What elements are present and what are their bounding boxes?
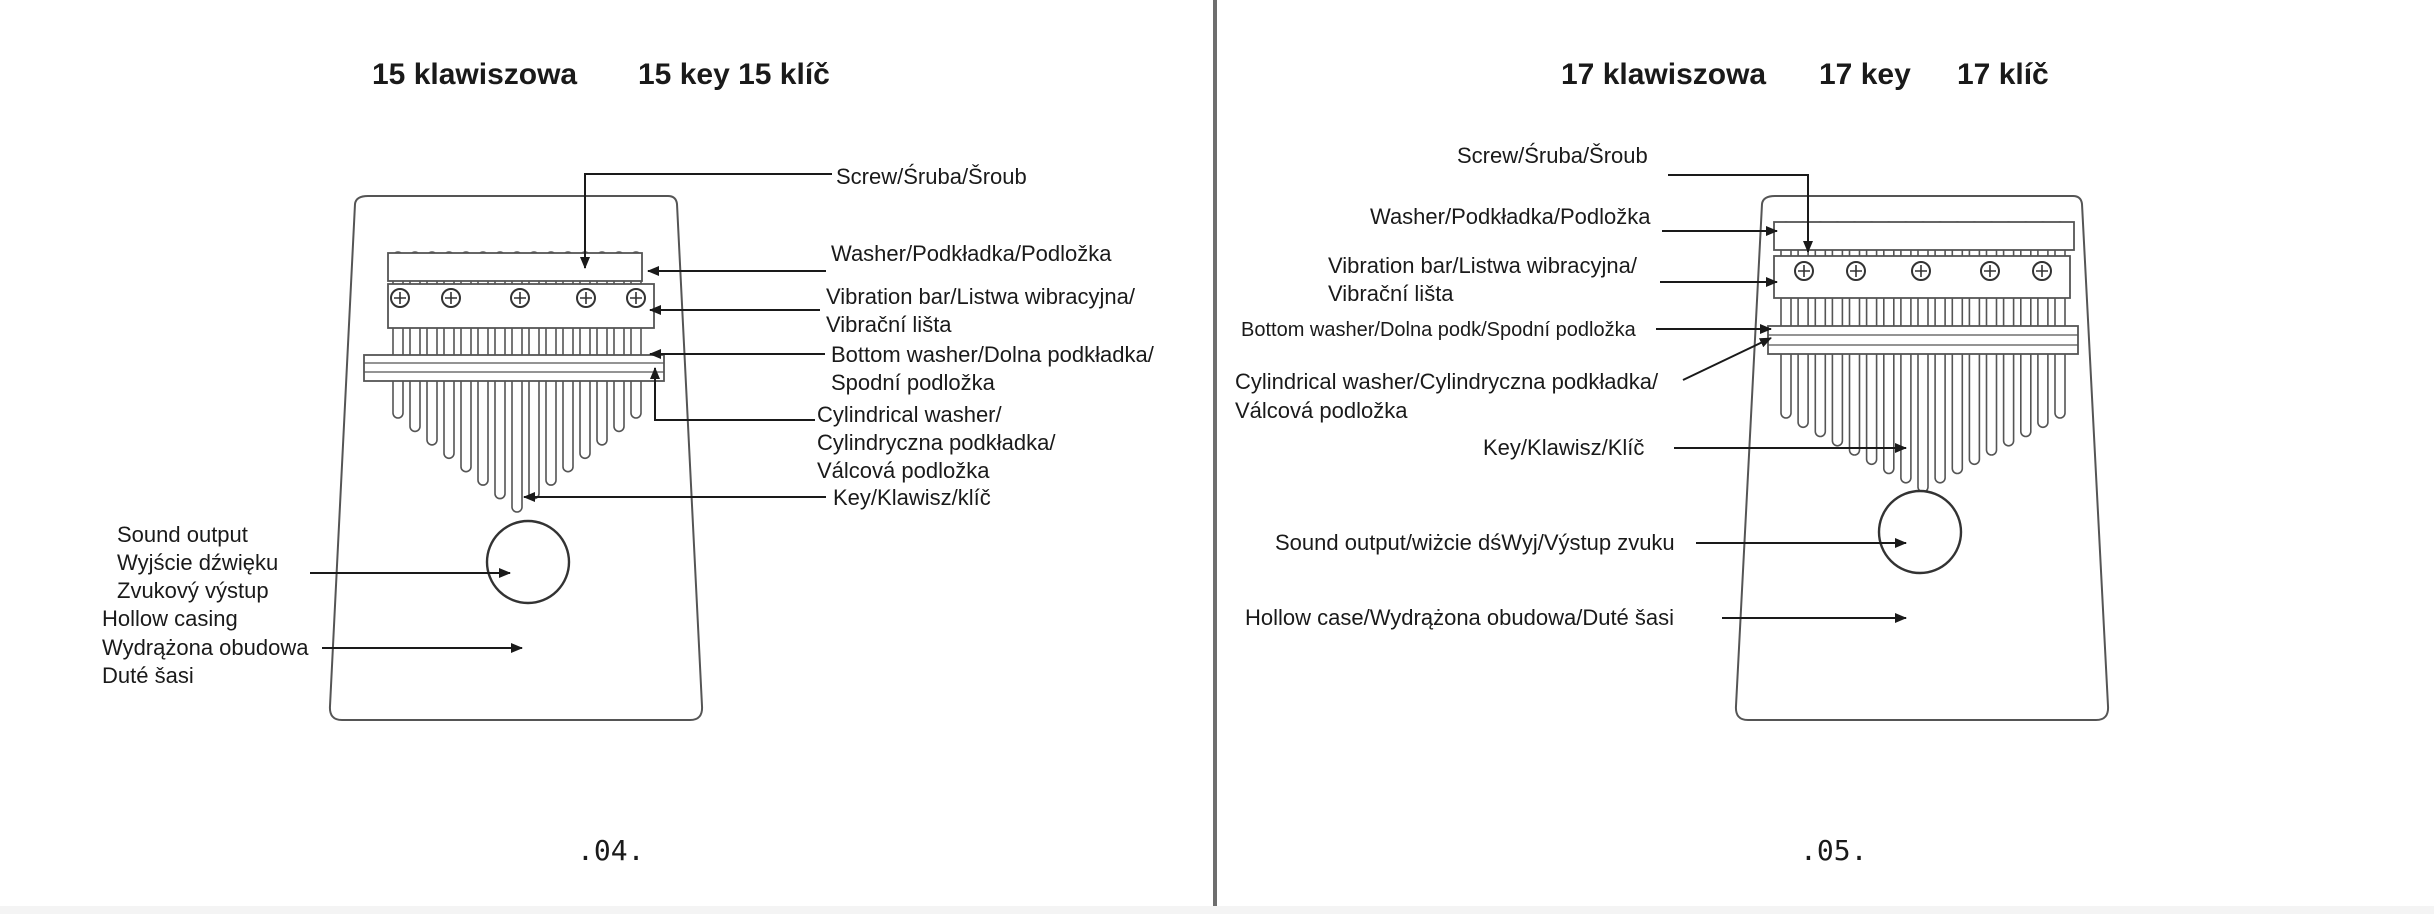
kalimba-key [1798,222,1808,427]
washer [1774,222,2074,250]
label-key: Key/Klawisz/klíč [833,485,991,510]
page-number-left: .04. [577,834,645,867]
label-hollow-3: Duté šasi [102,663,194,688]
label-hollow: Hollow case/Wydrążona obudowa/Duté šasi [1245,605,1675,630]
title-keys-pl: 15 klawiszowa [372,58,578,91]
label-washer: Washer/Podkładka/Podložka [831,241,1112,266]
page-bottom-edge [0,906,2434,914]
label-hollow-2: Wydrążona obudowa [102,635,309,660]
page-left [0,0,1214,914]
label-bottom-washer-2: Spodní podložka [831,370,995,395]
label-bottom-washer-1: Bottom washer/Dolna podkładka/ [831,342,1154,367]
label-cylindrical-3: Válcová podložka [817,458,990,483]
label-washer: Washer/Podkładka/Podložka [1370,204,1651,229]
label-screw: Screw/Śruba/Šroub [1457,143,1648,168]
label-sound: Sound output/wiżcie dśWyj/Výstup zvuku [1275,530,1675,555]
title-keys-cz: 17 klíč [1957,58,2049,91]
page-number-right: .05. [1800,834,1868,867]
kalimba-15-diagram [0,0,1214,914]
label-vibration-1: Vibration bar/Listwa wibracyjna/ [826,284,1135,309]
kalimba-17-diagram [1220,0,2434,914]
label-key: Key/Klawisz/Klíč [1483,435,1645,460]
sound-hole [1879,491,1961,573]
label-sound-1: Sound output [117,522,248,547]
kalimba-key [2055,222,2065,418]
label-cylindrical-1: Cylindrical washer/ [817,402,1002,427]
label-hollow-1: Hollow casing [102,606,238,631]
label-vibration-2: Vibrační lišta [826,312,952,337]
label-sound-3: Zvukový výstup [117,578,269,603]
title-keys-en-cz: 15 key 15 klíč [638,58,830,91]
sound-hole [487,521,569,603]
kalimba-key [1781,222,1791,418]
label-screw: Screw/Śruba/Šroub [836,164,1027,189]
page-right [1220,0,2434,914]
bottom-washer [1768,326,2078,354]
label-bottom-washer: Bottom washer/Dolna podk/Spodní podložka [1241,319,1636,341]
title-keys-en: 17 key [1819,58,1911,91]
title-keys-pl: 17 klawiszowa [1561,58,1767,91]
label-vibration-2: Vibrační lišta [1328,281,1454,306]
label-cylindrical-1: Cylindrical washer/Cylindryczna podkładka/ [1235,369,1659,394]
label-sound-2: Wyjście dźwięku [117,550,279,575]
washer [388,253,642,281]
label-cylindrical-2: Válcová podložka [1235,398,1408,423]
kalimba-key [2038,222,2048,427]
label-cylindrical-2: Cylindryczna podkładka/ [817,430,1056,455]
label-vibration-1: Vibration bar/Listwa wibracyjna/ [1328,253,1637,278]
bottom-washer [364,355,664,381]
page-divider [1213,0,1217,914]
